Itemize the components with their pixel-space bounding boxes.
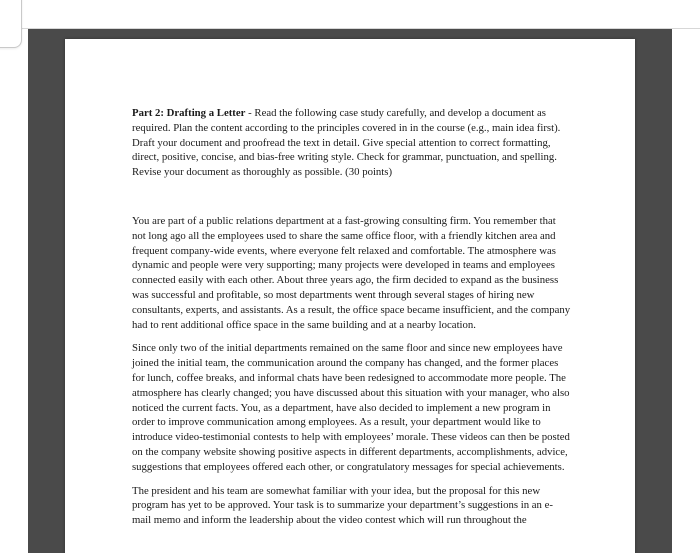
viewer-right-margin (672, 29, 700, 553)
document-page (65, 39, 635, 553)
assignment-instructions (132, 106, 571, 180)
case-study-paragraph-2: Since only two of the initial departments remained on the same floor and since new employees have joined the initial team, the communication around the company has changed, and the former places for lunch, coffee breaks, and informal chats have been redesigned to accommodate more people. The atmosphere has clearly changed; you have discussed about this situation with your manager, who also noticed the current facts. You, as a department, have also decided to implement a new program in order to improve communication among employees. As a result, your department would like to introduce video-testimonial contests to help with employees’ morale. These videos can then be posted on the company website showing positive aspects in different departments, accomplishments, advice, suggestions that employees offered each other, or congratulatory messages for special achievements. (132, 342, 570, 473)
case-study-paragraph-3: The president and his team are somewhat familiar with your idea, but the proposal for this new program has yet to be approved. Your task is to summarize your department’s suggestions in an e-mail memo and inform the leadership about the video contest which will run throughout the (132, 484, 553, 527)
assignment-title: Part 2: Drafting a Letter (132, 107, 246, 119)
case-study-paragraph-1: You are part of a public relations department at a fast-growing consulting firm. You remember that not long ago all the employees used to share the same office floor, with a friendly kitchen area and frequent company-wide events, where everyone felt relaxed and comfortable. The atmosphere was dynamic and people were very supporting; many projects were developed in teams and employees connected easily with each other. About three years ago, the firm decided to expand as the business was successful and profitable, so most departments went through several stages of hiring new consultants, experts, and assistants. As a result, the office space became insufficient, and the company had to rent additional office space in the same building and at a nearby location. (132, 214, 571, 331)
assignment-description: - Read the following case study carefully, and develop a document as required. Plan the content according to the principles covered in in the course (e.g., main idea first). Draft your document and proofread the text in detail. Give special attention to correct formatting, direct, positive, concise, and bias-free writing style. Check for grammar, punctuation, and spelling. Revise your document as thoroughly as possible. (30 points) (132, 107, 561, 179)
corner-tab[interactable] (0, 0, 22, 48)
document-viewport[interactable] (28, 29, 700, 553)
page-content (132, 106, 571, 537)
